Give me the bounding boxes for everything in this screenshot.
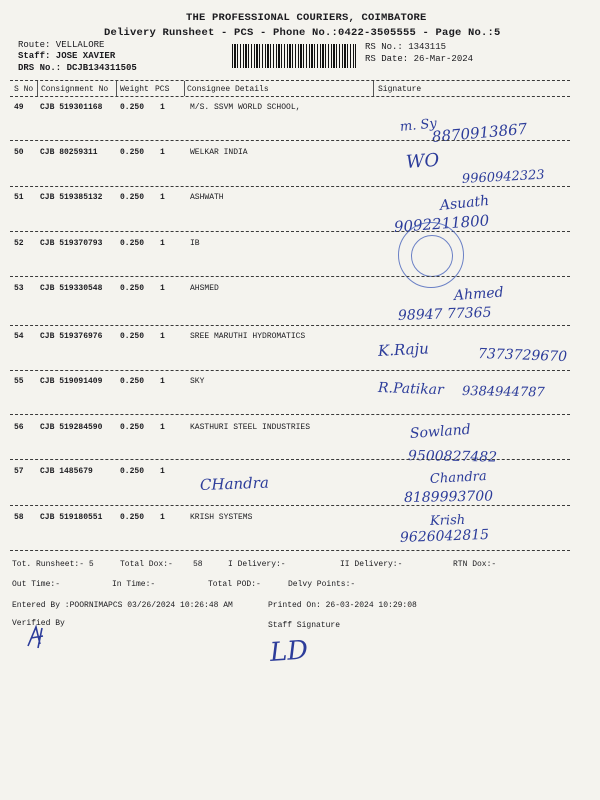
row-rule	[10, 276, 570, 277]
row-pcs: 1	[160, 513, 165, 522]
row-pcs: 1	[160, 467, 165, 476]
row-consignment: CJB 519091409	[40, 377, 103, 386]
row-weight: 0.250	[120, 467, 145, 476]
row-rule	[10, 140, 570, 141]
row-rule	[10, 370, 570, 371]
ii-delivery: II Delivery:-	[340, 560, 403, 569]
staff-signature-mark: LD	[268, 635, 310, 668]
signature-phone: 9960942323	[461, 167, 545, 187]
row-consignee: WELKAR INDIA	[190, 148, 248, 157]
signature-name: WO	[405, 149, 440, 173]
col-consignment: Consignment No	[41, 85, 109, 94]
signature-phone: 8189993700	[403, 488, 494, 506]
total-pod: Total POD:-	[208, 580, 261, 589]
row-rule	[10, 459, 570, 460]
col-divider	[373, 81, 374, 96]
row-pcs: 1	[160, 239, 165, 248]
col-signature: Signature	[378, 85, 422, 94]
signature-phone: 7373729670	[477, 346, 568, 366]
entered-by: Entered By :POORNIMAPCS 03/26/2024 10:26:48 AM	[12, 601, 233, 610]
row-pcs: 1	[160, 332, 165, 341]
row-consignee: KASTHURI STEEL INDUSTRIES	[190, 423, 311, 432]
row-sno: 57	[14, 467, 24, 476]
row-rule	[10, 550, 570, 551]
row-consignment: CJB 519284590	[40, 423, 103, 432]
staff-signature-label: Staff Signature	[268, 621, 341, 630]
signature-name: Chandra	[429, 469, 488, 487]
row-sno: 54	[14, 332, 24, 341]
row-consignment: CJB 519330548	[40, 284, 103, 293]
row-consignment: CJB 519370793	[40, 239, 103, 248]
row-pcs: 1	[160, 284, 165, 293]
rtn-dox: RTN Dox:-	[453, 560, 497, 569]
row-rule	[10, 414, 570, 415]
runsheet-title: Delivery Runsheet - PCS - Phone No.:0422-3505555 - Page No.:5	[104, 27, 501, 39]
col-divider	[116, 81, 117, 96]
col-divider	[184, 81, 185, 96]
row-consignee: KRISH SYSTEMS	[190, 513, 253, 522]
signature-name: K.Raju	[377, 339, 430, 360]
row-pcs: 1	[160, 103, 165, 112]
row-consignment: CJB 519376976	[40, 332, 103, 341]
row-pcs: 1	[160, 377, 165, 386]
total-dox-value: 58	[193, 560, 203, 569]
delvy-points: Delvy Points:-	[288, 580, 356, 589]
row-weight: 0.250	[120, 332, 145, 341]
row-weight: 0.250	[120, 193, 145, 202]
row-consignment: CJB 519385132	[40, 193, 103, 202]
verified-by: Verified By	[12, 619, 65, 628]
signature-phone: 98947 77365	[397, 304, 492, 324]
signature-phone: 9626042815	[399, 526, 490, 546]
signature-name: m. Sy	[399, 116, 438, 135]
header-bottom-rule	[10, 96, 570, 97]
company-name: THE PROFESSIONAL COURIERS, COIMBATORE	[186, 12, 427, 24]
total-runsheet: Tot. Runsheet:- 5	[12, 560, 94, 569]
row-consignment: CJB 519180551	[40, 513, 103, 522]
rs-date: RS Date: 26-Mar-2024	[365, 54, 474, 64]
drs-number: DRS No.: DCJB134311505	[18, 63, 137, 73]
verified-signature-mark	[24, 624, 50, 650]
route-label: Route: VELLALORE	[18, 40, 105, 50]
col-weight: Weight	[120, 85, 149, 94]
row-weight: 0.250	[120, 103, 145, 112]
signature-phone: 9500827482	[407, 448, 498, 466]
col-divider	[37, 81, 38, 96]
row-weight: 0.250	[120, 284, 145, 293]
i-delivery: I Delivery:-	[228, 560, 286, 569]
row-sno: 56	[14, 423, 24, 432]
row-pcs: 1	[160, 148, 165, 157]
row-sno: 58	[14, 513, 24, 522]
row-consignee: IB	[190, 239, 200, 248]
row-consignee: SKY	[190, 377, 205, 386]
row-consignee-handwritten: CHandra	[199, 473, 270, 494]
row-sno: 49	[14, 103, 24, 112]
out-time: Out Time:-	[12, 580, 61, 589]
row-sno: 52	[14, 239, 24, 248]
row-consignee: M/S. SSVM WORLD SCHOOL,	[190, 103, 301, 112]
row-rule	[10, 505, 570, 506]
row-sno: 55	[14, 377, 24, 386]
col-sno: S No	[14, 85, 34, 94]
col-consignee: Consignee Details	[187, 85, 269, 94]
in-time: In Time:-	[112, 580, 156, 589]
printed-on: Printed On: 26-03-2024 10:29:08	[268, 601, 417, 610]
row-consignment: CJB 519301168	[40, 103, 103, 112]
signature-phone: 8870913867	[431, 119, 528, 146]
barcode	[232, 44, 356, 68]
header-top-rule	[10, 80, 570, 81]
signature-name: Krish	[429, 512, 466, 529]
signature-phone: 9092211800	[393, 211, 490, 236]
row-weight: 0.250	[120, 239, 145, 248]
row-sno: 50	[14, 148, 24, 157]
row-rule	[10, 325, 570, 326]
row-consignment: CJB 80259311	[40, 148, 98, 157]
signature-name: Ahmed	[453, 284, 505, 304]
row-consignee: SREE MARUTHI HYDROMATICS	[190, 332, 306, 341]
row-rule	[10, 231, 570, 232]
row-sno: 53	[14, 284, 24, 293]
total-dox-label: Total Dox:-	[120, 560, 173, 569]
row-weight: 0.250	[120, 377, 145, 386]
row-pcs: 1	[160, 193, 165, 202]
row-weight: 0.250	[120, 423, 145, 432]
row-consignment: CJB 1485679	[40, 467, 93, 476]
row-rule	[10, 186, 570, 187]
signature-phone: 9384944787	[461, 384, 545, 401]
row-pcs: 1	[160, 423, 165, 432]
rs-number: RS No.: 1343115	[365, 42, 447, 52]
row-weight: 0.250	[120, 513, 145, 522]
col-pcs: PCS	[155, 85, 170, 94]
branch-stamp	[398, 222, 464, 288]
row-consignee: ASHWATH	[190, 193, 224, 202]
signature-name: Sowland	[409, 421, 472, 442]
row-consignee: AHSMED	[190, 284, 219, 293]
staff-label: Staff: JOSE XAVIER	[18, 51, 116, 61]
row-weight: 0.250	[120, 148, 145, 157]
row-sno: 51	[14, 193, 24, 202]
signature-name: R.Patikar	[377, 380, 445, 399]
signature-name: Asuath	[439, 192, 490, 214]
